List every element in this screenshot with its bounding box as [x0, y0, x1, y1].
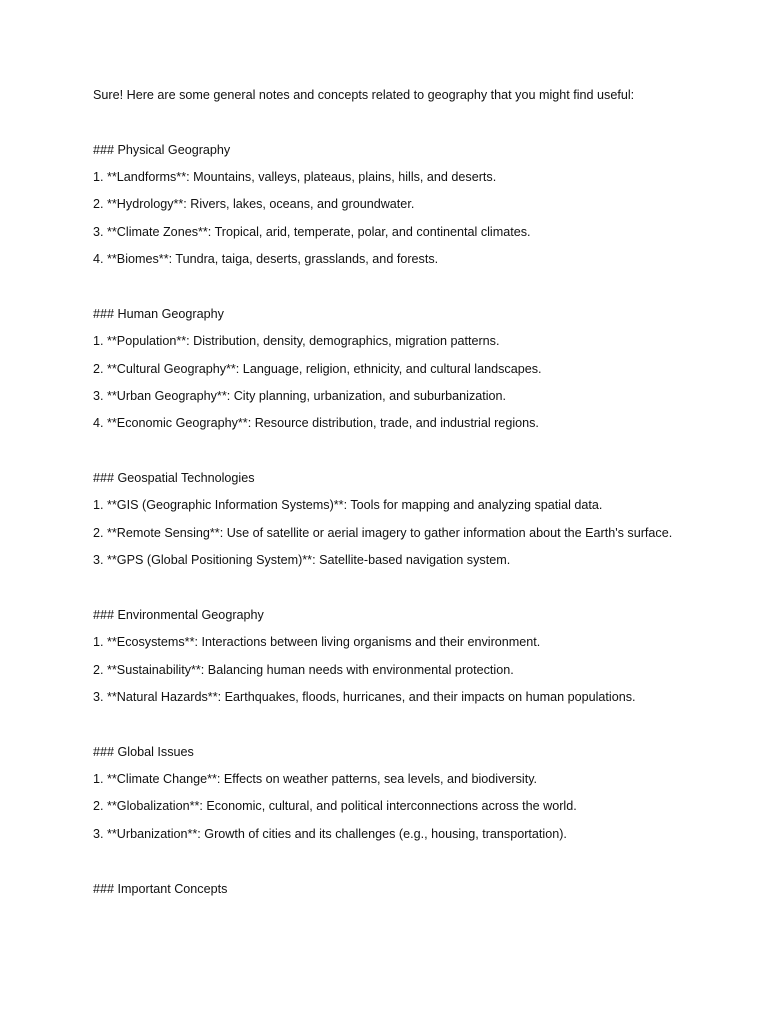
list-item: 1. **Population**: Distribution, density, demographics, migration patterns.: [93, 334, 500, 349]
list-item: 1. **Climate Change**: Effects on weather patterns, sea levels, and biodiversity.: [93, 771, 538, 786]
list-item: 1. **Ecosystems**: Interactions between living organisms and their environment.: [93, 635, 541, 650]
list-item: 3. **GPS (Global Positioning System)**: Satellite-based navigation system.: [93, 553, 511, 568]
list-item: 2. **Globalization**: Economic, cultural, and political interconnections across the world.: [93, 799, 577, 814]
section-human-geography: [93, 305, 673, 432]
list-item: 4. **Biomes**: Tundra, taiga, deserts, grasslands, and forests.: [93, 252, 439, 267]
section-geospatial-technologies: [93, 469, 673, 569]
list-item: 3. **Urbanization**: Growth of cities and its challenges (e.g., housing, transportation).: [93, 826, 567, 841]
section-heading: ### Environmental Geography: [93, 608, 264, 623]
list-item: 2. **Remote Sensing**: Use of satellite or aerial imagery to gather information about the Earth's surface.: [93, 525, 673, 540]
list-item: 2. **Cultural Geography**: Language, religion, ethnicity, and cultural landscapes.: [93, 361, 542, 376]
section-global-issues: [93, 743, 673, 843]
list-item: 3. **Natural Hazards**: Earthquakes, floods, hurricanes, and their impacts on human populations.: [93, 689, 636, 704]
section-heading: ### Important Concepts: [93, 881, 228, 896]
section-environmental-geography: [93, 606, 673, 706]
section-heading: ### Physical Geography: [93, 143, 231, 157]
list-item: 2. **Hydrology**: Rivers, lakes, oceans, and groundwater.: [93, 197, 415, 212]
section-heading: ### Global Issues: [93, 744, 194, 759]
section-physical-geography: [93, 141, 673, 268]
list-item: 3. **Climate Zones**: Tropical, arid, temperate, polar, and continental climates.: [93, 224, 531, 239]
section-heading: ### Geospatial Technologies: [93, 471, 255, 486]
list-item: 3. **Urban Geography**: City planning, urbanization, and suburbanization.: [93, 388, 507, 403]
intro-paragraph: Sure! Here are some general notes and concepts related to geography that you might find useful:: [93, 88, 635, 102]
section-important-concepts: [93, 880, 673, 898]
list-item: 4. **Economic Geography**: Resource distribution, trade, and industrial regions.: [93, 416, 539, 431]
list-item: 2. **Sustainability**: Balancing human needs with environmental protection.: [93, 662, 514, 677]
list-item: 1. **GIS (Geographic Information Systems)**: Tools for mapping and analyzing spatial data.: [93, 498, 603, 513]
section-heading: ### Human Geography: [93, 307, 224, 322]
list-item: 1. **Landforms**: Mountains, valleys, plateaus, plains, hills, and deserts.: [93, 170, 497, 184]
document-page: [93, 86, 673, 907]
